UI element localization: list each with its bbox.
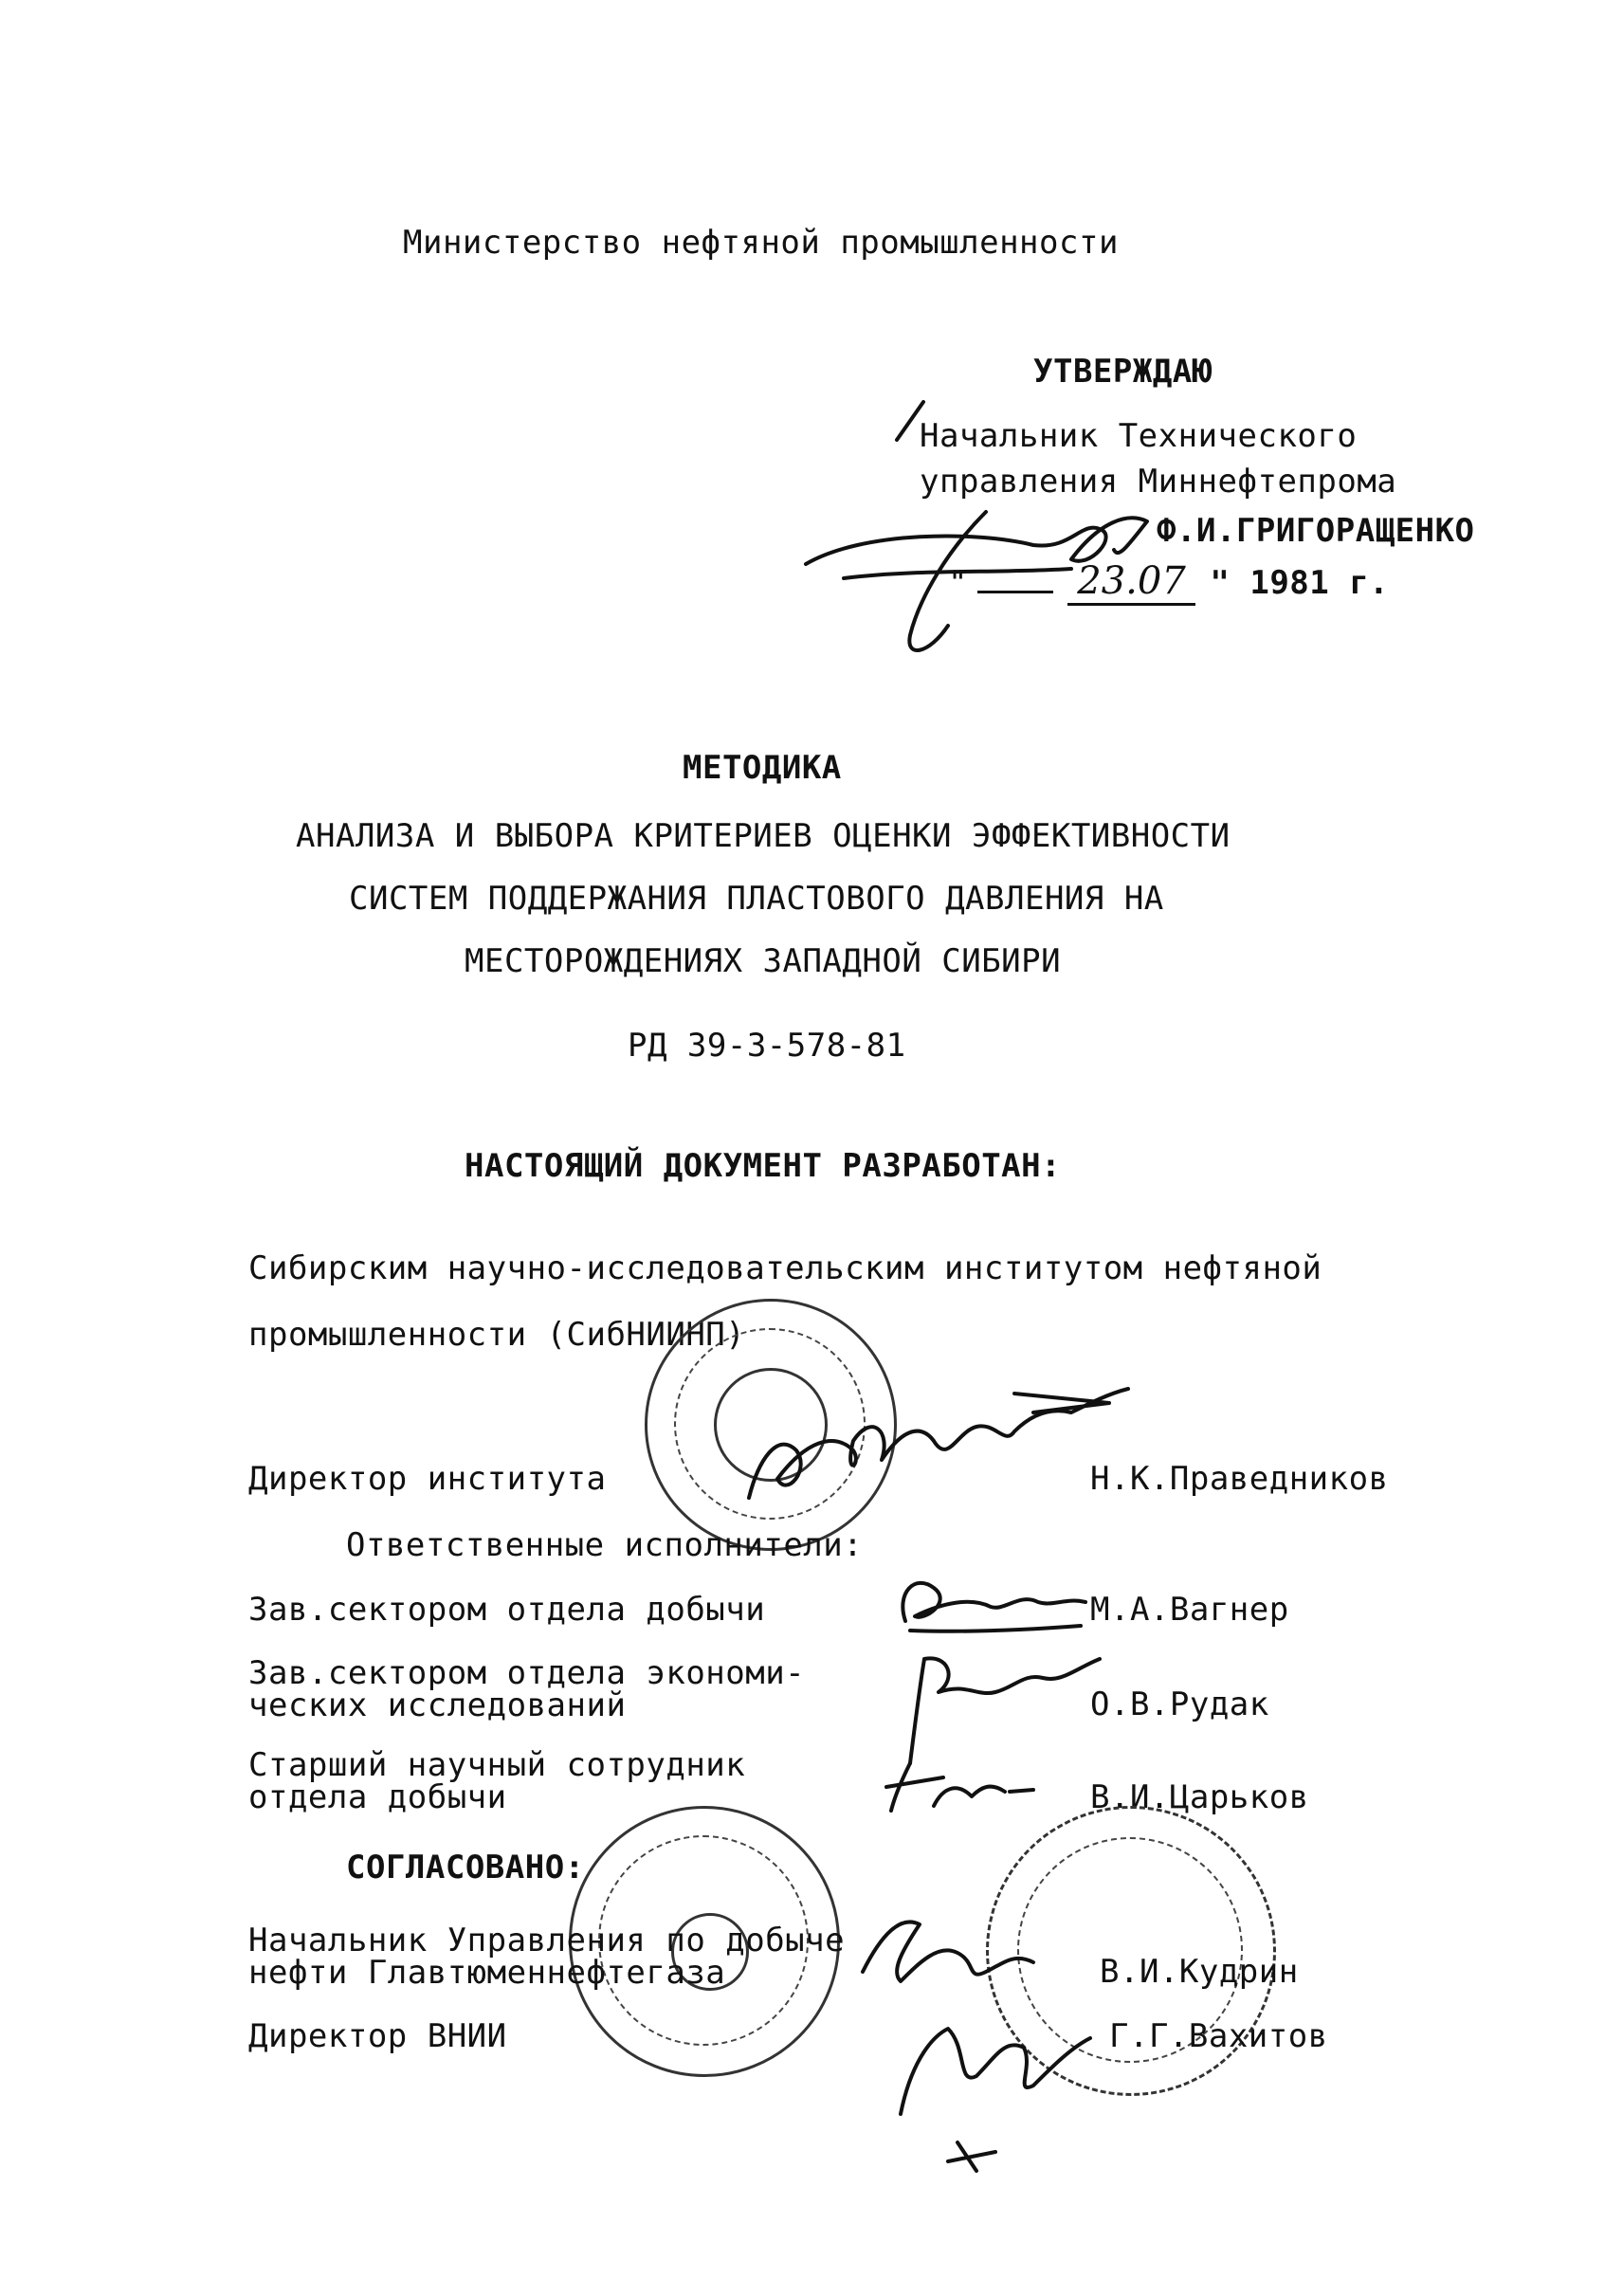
executor1-signature xyxy=(886,1564,1095,1640)
director-role: Директор института xyxy=(248,1460,607,1498)
approval-position-line2: управления Миннефтепрома xyxy=(920,463,1397,501)
executor2-role-line1: Зав.сектором отдела экономи- xyxy=(248,1654,806,1692)
agreed-role1-line1: Начальник Управления по добыче xyxy=(248,1922,846,1959)
executor3-role-line2: отдела добычи xyxy=(248,1778,507,1816)
agreed-role1-line2: нефти Главтюменнефтегаза xyxy=(248,1954,726,1992)
executor3-role-line1: Старший научный сотрудник xyxy=(248,1746,746,1784)
approval-signature xyxy=(787,493,1185,664)
executor2-signature xyxy=(872,1640,1119,1773)
document-code: РД 39-3-578-81 xyxy=(628,1027,906,1065)
title-line3: МЕСТОРОЖДЕНИЯХ ЗАПАДНОЙ СИБИРИ xyxy=(465,942,1062,980)
developer-org-line1: Сибирским научно-исследовательским институтом нефтяной xyxy=(248,1249,1322,1287)
director-name: Н.К.Праведников xyxy=(1090,1460,1389,1498)
executor3-signature xyxy=(877,1754,1038,1820)
date-year: " 1981 г. xyxy=(1210,564,1390,602)
agreed-signatures xyxy=(844,1896,1128,2180)
document-type: МЕТОДИКА xyxy=(683,749,842,787)
date-handwritten: 23.07 xyxy=(1067,559,1195,606)
ministry-name: Министерство нефтяной промышленности xyxy=(403,224,1119,262)
developer-org-line2: промышленности (СибНИИНП) xyxy=(248,1316,746,1354)
executor1-role: Зав.сектором отдела добычи xyxy=(248,1591,766,1629)
executor2-name: О.В.Рудак xyxy=(1090,1686,1269,1723)
approval-position-line1: Начальник Технического xyxy=(920,417,1358,455)
agreed-name2: Г.Г.Вахитов xyxy=(1109,2017,1328,2055)
approval-name: Ф.И.ГРИГОРАЩЕНКО xyxy=(1157,512,1475,550)
title-line1: АНАЛИЗА И ВЫБОРА КРИТЕРИЕВ ОЦЕНКИ ЭФФЕКТИВНОСТИ xyxy=(296,817,1231,855)
executor2-role-line2: ческих исследований xyxy=(248,1686,627,1724)
approval-heading: УТВЕРЖДАЮ xyxy=(1033,353,1213,391)
developed-heading: НАСТОЯЩИЙ ДОКУМЕНТ РАЗРАБОТАН: xyxy=(465,1147,1062,1185)
director-signature xyxy=(730,1375,1147,1517)
title-line2: СИСТЕМ ПОДДЕРЖАНИЯ ПЛАСТОВОГО ДАВЛЕНИЯ НА xyxy=(349,880,1164,918)
executor3-name: В.И.Царьков xyxy=(1090,1778,1309,1816)
agreed-heading: СОГЛАСОВАНО: xyxy=(346,1849,585,1886)
executors-heading: Ответственные исполнители: xyxy=(346,1526,864,1564)
agreed-role2: Директор ВНИИ xyxy=(248,2017,507,2055)
date-open-quote: " xyxy=(948,564,968,602)
executor1-name: М.А.Вагнер xyxy=(1090,1591,1289,1629)
agreed-name1: В.И.Кудрин xyxy=(1100,1953,1299,1991)
